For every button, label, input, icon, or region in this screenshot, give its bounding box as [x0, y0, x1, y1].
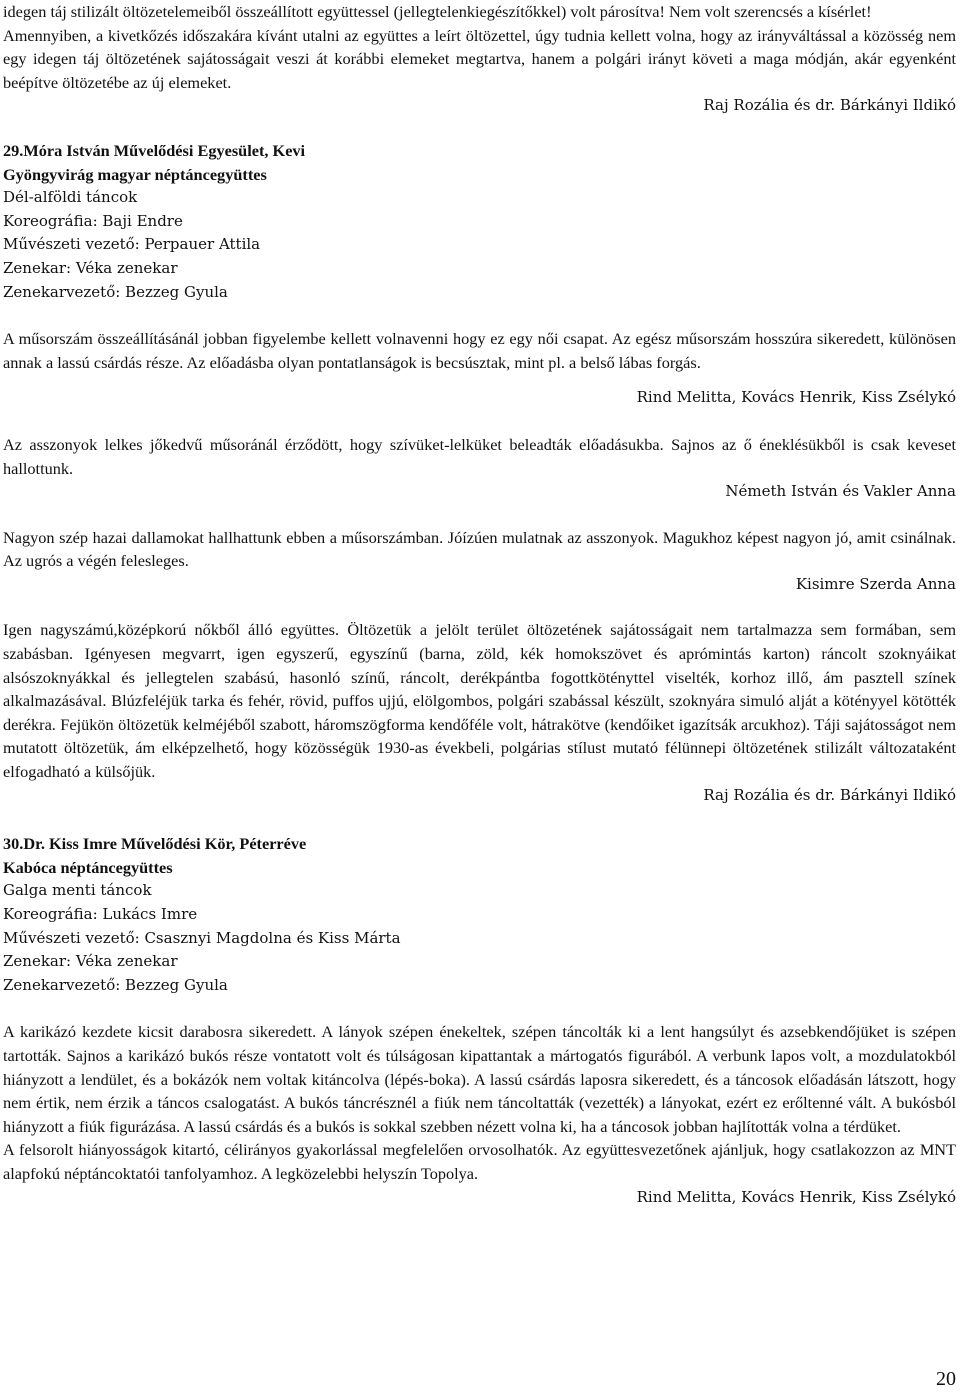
section-29-review-2: Az asszonyok lelkes jőkedvű műsoránál érződött, hogy szívüket-lelküket beleadták előadásukba. Sajnos az ő éneklésükből is csak keveset hallottunk.	[3, 434, 956, 478]
section-29-review-1-signature: Rind Melitta, Kovács Henrik, Kiss Zsélykó	[636, 388, 956, 407]
section-29-meta-dances: Dél-alföldi táncok	[3, 188, 138, 207]
section-29-review-1: A műsorszám összeállításánál jobban figyelembe kellett volnavenni hogy ez egy női csapat. Az egész műsorszám hosszúra sikeredett, különösen annak a lassú csárdás része. Az előadásba olyan pontatlanságok is becsúsztak, mint pl. a belső lábas forgás.	[3, 329, 956, 372]
section-29-review-4: Igen nagyszámú,középkorú nőkből álló együttes. Öltözetük a jelölt terület öltözetének sajátosságait nem tartalmazza sem formában, sem szabásban. Igényesen megvarrt, igen egyszerű, egyszínű (barna, zöld, kék homokszövet és aprómintás karton) ráncolt szoknyáikat alsószoknyákkal és jellegtelen szabású, hasonló színű, ráncolt, derékpántba fogottkötényttel viselték, korhoz illő, ám pasztell színek alkalmazásával. Blúzfeléjük tarka és fehér, rövid, puffos ujjú, elölgombos, polgári szabással készült, szoknyára simuló alját a kötényyel kötötték derékra. Fejükön öltözetük kelméjéből szabott, háromszögforma kendőféle volt, hátrakötve (kendőiket igazítsák arcukhoz). Táji sajátosságot nem mutatott öltözetük, ám elképzelhető, hogy közösségük 1930-as évekbeli, polgárias stílust mutató félünnepi öltözetének stilizált változataként elfogadható a külsőjük.	[3, 620, 956, 782]
section-30-review-part-2: A felsorolt hiányosságok kitartó, célirányos gyakorlással megfelelően orvosolhatók. Az együttesvezetőnek ajánljuk, hogy csatlakozzon az MNT alapfokú néptáncoktatói tanfolyamhoz. A legközelebbi helyszín Topolya.	[3, 1140, 956, 1183]
document-page	[3, 0, 956, 1209]
section-30-ensemble: Kabóca néptáncegyüttes	[3, 857, 173, 877]
section-30-meta-choreography: Koreográfia: Lukács Imre	[3, 905, 198, 923]
section-29-meta-band: Zenekar: Véka zenekar	[3, 258, 178, 277]
section-30-review-part-1: A karikázó kezdete kicsit darabosra sikeredett. A lányok szépen énekeltek, szépen táncolták ki a lent hangsúlyt és azsebkendőjüket is szépen tartották. Sajnos a karikázó bukós része vontatott volt és túlságosan kipattantak a mártogatós figurából. A verbunk lapos volt, a mozdulatokból hiányzott a lendület, és a bokázók nem voltak kitáncolva (lépés-boka). A lassú csárdás laposra sikeredett, és a táncosok előadásán látszott, hogy nem értik, nem érzik a táncos csalogatást. A bukós táncrésznél a fiúk nem táncoltatták (vezették) a lányokat, ezért ez erőltenné vált. A bukósból hiányzott a fiúk figurázása. A lassú csárdás és a bukós is sokkal szebben nézett volna ki, ha a táncosok jobban hajlították volna a térdüket.	[3, 1022, 956, 1136]
intro-signature: Raj Rozália és dr. Bárkányi Ildikó	[703, 96, 956, 115]
section-29-review-4-signature: Raj Rozália és dr. Bárkányi Ildikó	[703, 785, 956, 804]
section-30-heading: 30.Dr. Kiss Imre Művelődési Kör, Péterréve	[3, 834, 307, 854]
intro-paragraph-2: Amennyiben, a kivetkőzés időszakára kívánt utalni az együttes a leírt öltözettel, úgy tudnia kellett volna, hogy az irányváltással a közösség nem egy idegen táj öltözetének sajátosságait veszi át korábbi elemeket megtartva, hanem a polgári irányt követi a maga módján, akár egyenként beépítve öltözetébe az új elemeket.	[3, 25, 956, 92]
section-30-meta-dances: Galga menti táncok	[3, 881, 152, 900]
section-30-meta-bandleader: Zenekarvezető: Bezzeg Gyula	[3, 975, 228, 994]
section-29-ensemble: Gyöngyvirág magyar néptáncegyüttes	[3, 164, 267, 184]
section-30-review-signature: Rind Melitta, Kovács Henrik, Kiss Zsélykó	[636, 1187, 956, 1206]
section-30-meta-band: Zenekar: Véka zenekar	[3, 952, 178, 971]
section-30-meta-artistic-director: Művészeti vezető: Csasznyi Magdolna és Kiss Márta	[3, 928, 401, 947]
section-30	[3, 832, 956, 1209]
intro-paragraph-1: idegen táj stilizált öltözetelemeiből összeállított együttessel (jellegtelenkiegészítőkkel) volt párosítva! Nem volt szerencsés a kísérlet!	[3, 2, 872, 21]
section-29-review-3-signature: Kisimre Szerda Anna	[795, 574, 956, 593]
section-29-meta-choreography: Koreográfia: Baji Endre	[3, 211, 183, 230]
section-29-meta-bandleader: Zenekarvezető: Bezzeg Gyula	[3, 282, 228, 301]
section-29	[3, 139, 956, 807]
section-29-review-3: Nagyon szép hazai dallamokat hallhattunk ebben a műsorszámban. Jóízúen mulatnak az asszonyok. Magukhoz képest nagyon jó, amit csinálnak. Az ugrós a végén felesleges.	[3, 527, 956, 571]
section-29-meta-artistic-director: Művészeti vezető: Perpauer Attila	[3, 235, 261, 254]
section-29-review-2-signature: Németh István és Vakler Anna	[725, 482, 956, 501]
section-29-heading: 29.Móra István Művelődési Egyesület, Kevi	[3, 140, 306, 160]
page-number: 20	[936, 1368, 956, 1390]
